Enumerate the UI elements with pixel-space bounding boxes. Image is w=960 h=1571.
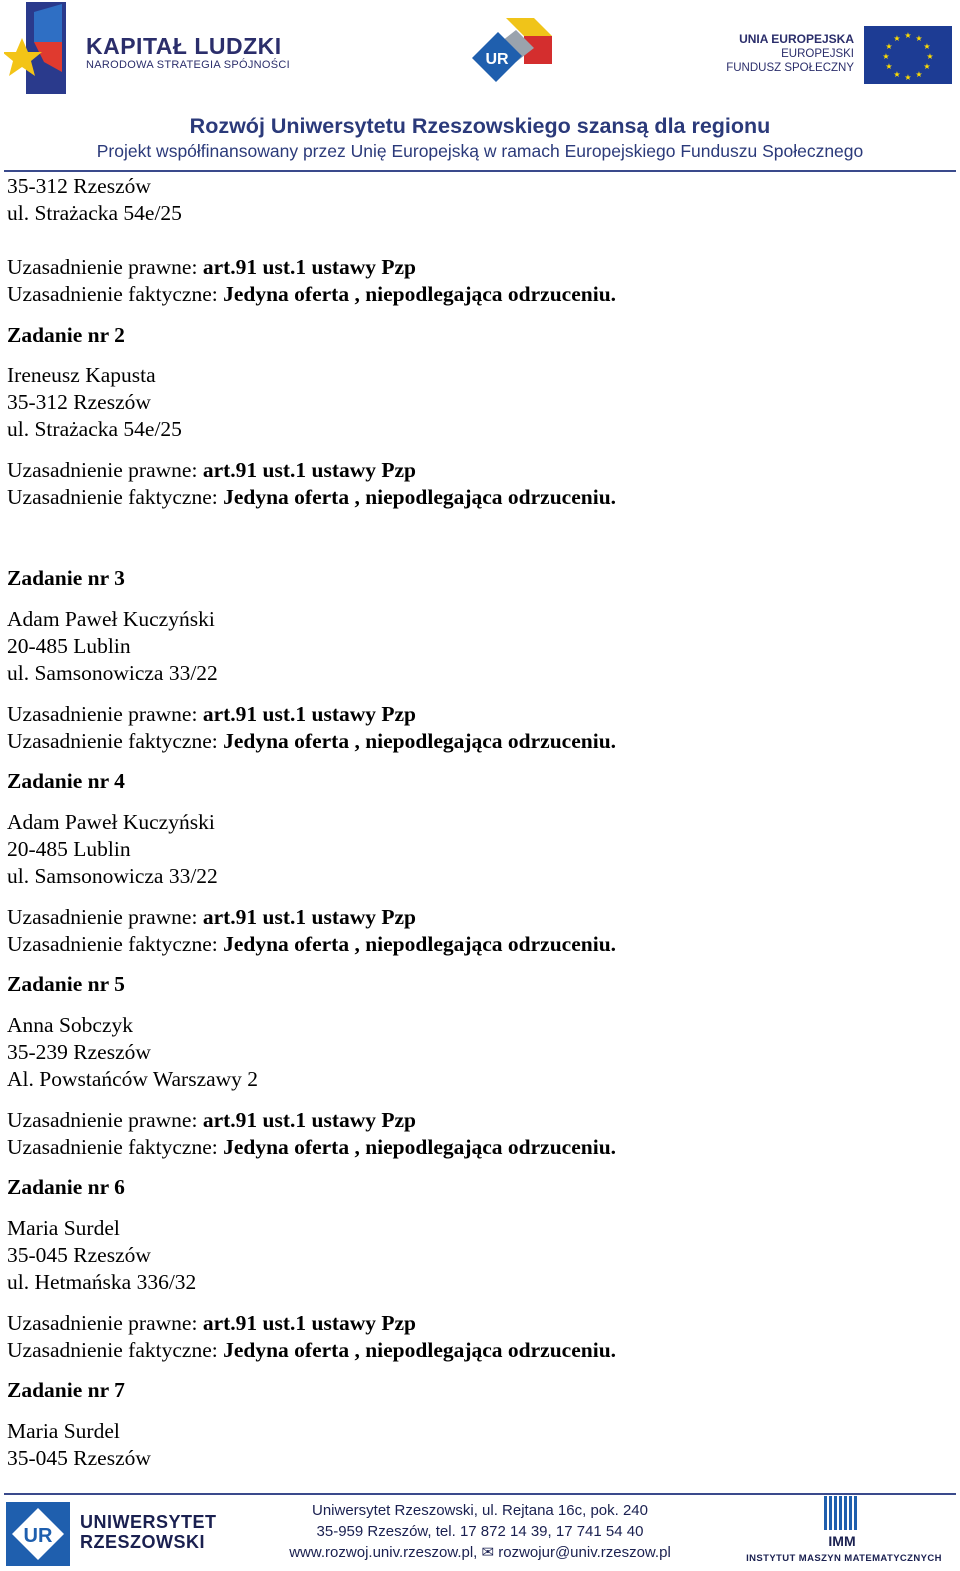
legal-basis-line bbox=[7, 1310, 937, 1337]
university-name bbox=[80, 1512, 217, 1552]
legal-basis-label: Uzasadnienie prawne: bbox=[7, 457, 203, 482]
svg-text:★: ★ bbox=[904, 73, 912, 82]
factual-basis-line bbox=[7, 484, 937, 511]
eu-fund-label bbox=[700, 32, 854, 75]
legal-basis-label: Uzasadnienie prawne: bbox=[7, 254, 203, 279]
contractor-name: Anna Sobczyk bbox=[7, 1012, 133, 1037]
factual-basis-value: Jedyna oferta , niepodlegająca odrzuceniu. bbox=[223, 1337, 617, 1362]
svg-text:★: ★ bbox=[893, 34, 901, 43]
eu-line-2: EUROPEJSKI bbox=[781, 48, 854, 60]
address-city: 20-485 Lublin bbox=[7, 836, 131, 861]
svg-text:UR: UR bbox=[485, 51, 509, 68]
svg-text:★: ★ bbox=[923, 62, 931, 71]
address-city: 35-239 Rzeszów bbox=[7, 1039, 151, 1064]
institute-name: INSTYTUT MASZYN MATEMATYCZNYCH bbox=[746, 1553, 942, 1564]
factual-basis-value: Jedyna oferta , niepodlegająca odrzuceniu. bbox=[223, 1134, 617, 1159]
contractor-name: Adam Paweł Kuczyński bbox=[7, 606, 215, 631]
kapital-ludzki-subtitle: NARODOWA STRATEGIA SPÓJNOŚCI bbox=[86, 59, 290, 71]
website-link[interactable]: www.rozwoj.univ.rzeszow.pl, bbox=[289, 1544, 478, 1561]
eu-line-3: FUNDUSZ SPOŁECZNY bbox=[726, 62, 854, 74]
factual-basis-value: Jedyna oferta , niepodlegająca odrzuceniu. bbox=[223, 485, 617, 510]
svg-text:★: ★ bbox=[915, 34, 923, 43]
svg-text:★: ★ bbox=[926, 52, 934, 61]
legal-basis-value: art.91 ust.1 ustawy Pzp bbox=[202, 457, 417, 482]
legal-basis-value: art.91 ust.1 ustawy Pzp bbox=[202, 1310, 417, 1335]
kapital-ludzki-title: KAPITAŁ LUDZKI bbox=[86, 33, 282, 59]
task-heading: Zadanie nr 5 bbox=[7, 972, 125, 997]
address-street: ul. Samsonowicza 33/22 bbox=[7, 864, 218, 889]
kapital-ludzki-logo-icon bbox=[4, 2, 66, 94]
address-street: Al. Powstańców Warszawy 2 bbox=[7, 1067, 259, 1092]
factual-basis-label: Uzasadnienie faktyczne: bbox=[7, 1134, 224, 1159]
legal-basis-label: Uzasadnienie prawne: bbox=[7, 1310, 203, 1335]
factual-basis-line bbox=[7, 1337, 937, 1364]
project-title: Rozwój Uniwersytetu Rzeszowskiego szansą dla regionu bbox=[189, 114, 771, 138]
svg-text:★: ★ bbox=[885, 62, 893, 71]
task-heading: Zadanie nr 6 bbox=[7, 1175, 125, 1200]
svg-text:★: ★ bbox=[915, 70, 923, 79]
legal-basis-line bbox=[7, 457, 937, 484]
university-line-2: RZESZOWSKI bbox=[80, 1532, 205, 1552]
legal-basis-line bbox=[7, 904, 937, 931]
address-city: 35-045 Rzeszów bbox=[7, 1242, 151, 1267]
factual-basis-line bbox=[7, 728, 937, 755]
university-line-1: UNIWERSYTET bbox=[80, 1512, 217, 1532]
imm-logo-icon bbox=[822, 1496, 862, 1550]
address-street: ul. Hetmańska 336/32 bbox=[7, 1270, 197, 1295]
legal-basis-value: art.91 ust.1 ustawy Pzp bbox=[202, 254, 417, 279]
factual-basis-label: Uzasadnienie faktyczne: bbox=[7, 282, 224, 307]
address-city: 20-485 Lublin bbox=[7, 633, 131, 658]
legal-basis-value: art.91 ust.1 ustawy Pzp bbox=[202, 1107, 417, 1132]
envelope-icon: ✉ bbox=[481, 1544, 495, 1561]
address-line-2: 35-959 Rzeszów, tel. 17 872 14 39, 17 741 54 40 bbox=[316, 1523, 644, 1540]
contractor-name: Maria Surdel bbox=[7, 1215, 120, 1240]
task-heading: Zadanie nr 7 bbox=[7, 1378, 125, 1403]
contractor-name: Adam Paweł Kuczyński bbox=[7, 809, 215, 834]
email-link[interactable]: rozwojur@univ.rzeszow.pl bbox=[498, 1544, 671, 1561]
svg-text:★: ★ bbox=[904, 31, 912, 40]
factual-basis-label: Uzasadnienie faktyczne: bbox=[7, 728, 224, 753]
address-city: 35-312 Rzeszów bbox=[7, 390, 151, 415]
factual-basis-line bbox=[7, 1134, 937, 1161]
factual-basis-value: Jedyna oferta , niepodlegająca odrzuceniu. bbox=[223, 282, 617, 307]
legal-basis-value: art.91 ust.1 ustawy Pzp bbox=[202, 701, 417, 726]
legal-basis-label: Uzasadnienie prawne: bbox=[7, 1107, 203, 1132]
factual-basis-value: Jedyna oferta , niepodlegająca odrzuceniu. bbox=[223, 931, 617, 956]
legal-basis-line bbox=[7, 701, 937, 728]
header-divider bbox=[4, 170, 956, 172]
address-city: 35-312 Rzeszów bbox=[7, 174, 151, 198]
svg-text:★: ★ bbox=[893, 70, 901, 79]
svg-text:★: ★ bbox=[923, 42, 931, 51]
legal-basis-value: art.91 ust.1 ustawy Pzp bbox=[202, 904, 417, 929]
address-city: 35-045 Rzeszów bbox=[7, 1446, 151, 1470]
ur-cube-logo-icon bbox=[468, 14, 556, 92]
eu-flag-icon bbox=[864, 26, 952, 84]
eu-line-1: UNIA EUROPEJSKA bbox=[739, 32, 854, 46]
contact-address bbox=[280, 1500, 680, 1563]
svg-text:★: ★ bbox=[882, 52, 890, 61]
legal-basis-line bbox=[7, 1107, 937, 1134]
task-heading: Zadanie nr 3 bbox=[7, 566, 125, 591]
address-line-1: Uniwersytet Rzeszowski, ul. Rejtana 16c, pok. 240 bbox=[312, 1502, 648, 1519]
svg-text:UR: UR bbox=[23, 1525, 53, 1547]
task-heading: Zadanie nr 2 bbox=[7, 322, 125, 347]
address-street: ul. Strażacka 54e/25 bbox=[7, 417, 182, 442]
document-body bbox=[7, 173, 937, 1472]
factual-basis-line bbox=[7, 281, 937, 308]
factual-basis-label: Uzasadnienie faktyczne: bbox=[7, 485, 224, 510]
page-footer bbox=[0, 1490, 960, 1571]
contractor-name: Maria Surdel bbox=[7, 1418, 120, 1443]
svg-text:★: ★ bbox=[885, 42, 893, 51]
legal-basis-line bbox=[7, 254, 937, 281]
project-subtitle: Projekt współfinansowany przez Unię Europejską w ramach Europejskiego Funduszu Społecznego bbox=[96, 141, 864, 161]
address-line-3 bbox=[280, 1542, 680, 1563]
legal-basis-label: Uzasadnienie prawne: bbox=[7, 904, 203, 929]
factual-basis-label: Uzasadnienie faktyczne: bbox=[7, 1337, 224, 1362]
imm-mark: IMM bbox=[828, 1533, 856, 1549]
university-logo-icon bbox=[6, 1502, 70, 1566]
footer-divider bbox=[4, 1493, 956, 1495]
address-street: ul. Samsonowicza 33/22 bbox=[7, 661, 218, 686]
contractor-name: Ireneusz Kapusta bbox=[7, 363, 156, 388]
factual-basis-line bbox=[7, 931, 937, 958]
page-header bbox=[0, 0, 960, 174]
kapital-ludzki-wordmark bbox=[86, 34, 290, 72]
task-heading: Zadanie nr 4 bbox=[7, 769, 125, 794]
factual-basis-label: Uzasadnienie faktyczne: bbox=[7, 931, 224, 956]
address-street: ul. Strażacka 54e/25 bbox=[7, 201, 182, 226]
legal-basis-label: Uzasadnienie prawne: bbox=[7, 701, 203, 726]
factual-basis-value: Jedyna oferta , niepodlegająca odrzuceniu. bbox=[223, 728, 617, 753]
